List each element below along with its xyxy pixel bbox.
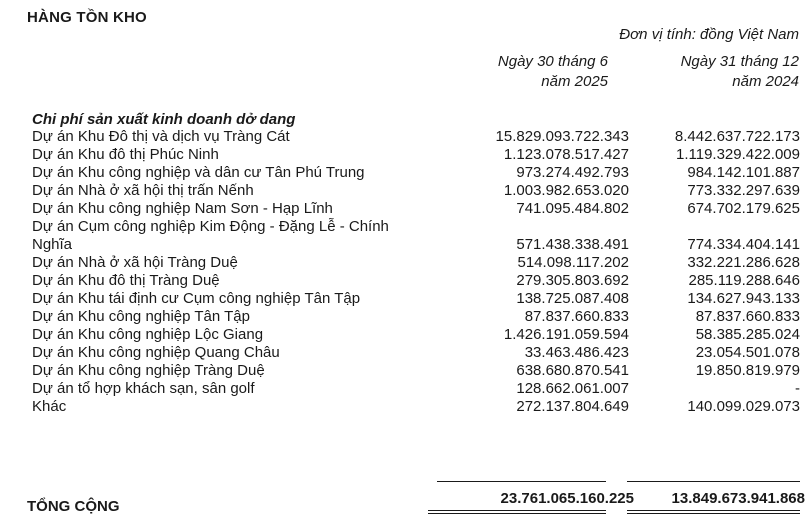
- total-double-rule-2025-bottom: [428, 513, 606, 514]
- table-row: [32, 164, 800, 182]
- column-header-2025: [498, 52, 608, 92]
- section-heading: Chi phí sản xuất kinh doanh dở dang: [32, 111, 296, 128]
- unit-note: Đơn vị tính: đồng Việt Nam: [619, 26, 799, 43]
- row-value-2025: 87.837.660.833: [524, 308, 629, 325]
- table-row: [32, 326, 800, 344]
- row-value-2025: 638.680.870.541: [516, 362, 629, 379]
- row-value-2024: 8.442.637.722.173: [674, 128, 800, 145]
- table-row: [32, 128, 800, 146]
- row-value-2025: 15.829.093.722.343: [495, 128, 629, 145]
- total-double-rule-2025-top: [428, 510, 606, 511]
- row-value-2025: 1.003.982.653.020: [503, 182, 629, 199]
- row-label: Dự án Khu đô thị Phúc Ninh: [32, 146, 219, 163]
- table-row: [32, 272, 800, 290]
- row-label: Khác: [32, 398, 67, 415]
- total-double-rule-2024-bottom: [627, 513, 800, 514]
- row-label: Dự án Nhà ở xã hội thị trấn Nếnh: [32, 182, 254, 199]
- page-title: HÀNG TỒN KHO: [27, 9, 147, 26]
- row-label: Dự án Cụm công nghiệp Kim Động - Đặng Lễ - Chính Nghĩa: [32, 218, 389, 253]
- row-label: Dự án Khu Đô thị và dịch vụ Tràng Cát: [32, 128, 290, 145]
- total-label: TỔNG CỘNG: [27, 498, 120, 515]
- row-label: Dự án Khu công nghiệp Lộc Giang: [32, 326, 264, 343]
- table-row: [32, 398, 800, 416]
- row-value-2024: 332.221.286.628: [687, 254, 800, 271]
- row-value-2025: 128.662.061.007: [516, 380, 629, 397]
- row-value-2024: 140.099.029.073: [687, 398, 800, 415]
- column-header-line: năm 2024: [732, 73, 799, 90]
- table-row: [32, 380, 800, 398]
- table-row: [32, 344, 800, 362]
- row-value-2025: 1.426.191.059.594: [503, 326, 629, 343]
- total-double-rule-2024-top: [627, 510, 800, 511]
- row-value-2024: 773.332.297.639: [687, 182, 800, 199]
- row-value-2024: 58.385.285.024: [695, 326, 800, 343]
- row-value-2025: 571.438.338.491: [516, 236, 629, 253]
- column-header-line: Ngày 30 tháng 6: [497, 53, 608, 70]
- row-value-2024: 23.054.501.078: [695, 344, 800, 361]
- table-row: [32, 182, 800, 200]
- row-label: Dự án Khu công nghiệp Tràng Duệ: [32, 362, 265, 379]
- row-label: Dự án Nhà ở xã hội Tràng Duệ: [32, 254, 238, 271]
- row-value-2025: 1.123.078.517.427: [503, 146, 629, 163]
- row-value-2025: 973.274.492.793: [516, 164, 629, 181]
- row-value-2024: 285.119.288.646: [688, 272, 800, 289]
- table-row: [32, 290, 800, 308]
- row-value-2024: -: [795, 380, 800, 397]
- subtotal-rule-2024: [627, 481, 800, 482]
- row-value-2024: 1.119.329.422.009: [675, 146, 800, 163]
- row-value-2025: 279.305.803.692: [516, 272, 629, 289]
- row-value-2024: 984.142.101.887: [687, 164, 800, 181]
- row-label: Dự án Khu đô thị Tràng Duệ: [32, 272, 220, 289]
- row-label: Dự án Khu công nghiệp Tân Tập: [32, 308, 250, 325]
- row-value-2025: 138.725.087.408: [516, 290, 629, 307]
- column-header-line: năm 2025: [541, 73, 608, 90]
- table-row: [32, 218, 800, 254]
- column-header-line: Ngày 31 tháng 12: [680, 53, 799, 70]
- row-label: Dự án Khu công nghiệp Quang Châu: [32, 344, 280, 361]
- table-row: [32, 254, 800, 272]
- row-value-2024: 134.627.943.133: [687, 290, 800, 307]
- table-row: [32, 362, 800, 380]
- row-value-2025: 33.463.486.423: [524, 344, 629, 361]
- row-label: Dự án Khu công nghiệp Nam Sơn - Hạp Lĩnh: [32, 200, 333, 217]
- row-value-2024: 19.850.819.979: [695, 362, 800, 379]
- row-value-2024: 774.334.404.141: [687, 236, 800, 253]
- row-label: Dự án tổ hợp khách sạn, sân golf: [32, 380, 255, 397]
- row-value-2025: 272.137.804.649: [516, 398, 629, 415]
- column-header-2024: [681, 52, 799, 92]
- table-row: [32, 308, 800, 326]
- total-value-2025: 23.761.065.160.225: [500, 490, 634, 507]
- row-value-2024: 87.837.660.833: [695, 308, 800, 325]
- subtotal-rule-2025: [437, 481, 606, 482]
- table-row: [32, 200, 800, 218]
- row-label: Dự án Khu tái định cư Cụm công nghiệp Tân Tập: [32, 290, 361, 307]
- row-label: Dự án Khu công nghiệp và dân cư Tân Phú Trung: [32, 164, 365, 181]
- total-value-2024: 13.849.673.941.868: [671, 490, 805, 507]
- table-row: [32, 146, 800, 164]
- row-value-2024: 674.702.179.625: [687, 200, 800, 217]
- row-value-2025: 514.098.117.202: [517, 254, 629, 271]
- row-value-2025: 741.095.484.802: [516, 200, 629, 217]
- inventory-table: [32, 128, 800, 416]
